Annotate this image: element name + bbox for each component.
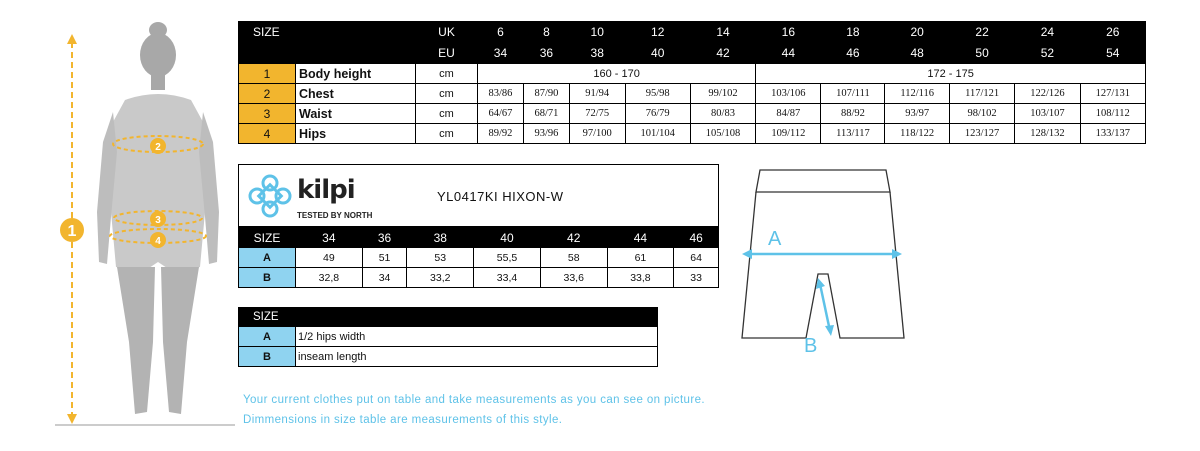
row-number: 1 (239, 64, 296, 84)
table-cell: 80/83 (690, 104, 755, 124)
body-height-row (239, 64, 1146, 84)
table-cell: 95/98 (625, 84, 690, 104)
row-unit: cm (416, 84, 478, 104)
kilpi-knot-logo-icon (247, 173, 293, 219)
table-cell: 109/112 (756, 124, 821, 144)
table-cell: 33,4 (474, 268, 541, 288)
row-number: 4 (239, 124, 296, 144)
table-cell: 64/67 (478, 104, 524, 124)
product-style-title: YL0417KI HIXON-W (437, 189, 564, 204)
table-cell: 101/104 (625, 124, 690, 144)
table-cell: 83/86 (478, 84, 524, 104)
uk-size: 16 (756, 22, 821, 43)
row-number: 3 (239, 104, 296, 124)
table-cell: 97/100 (569, 124, 625, 144)
table-cell: 128/132 (1015, 124, 1080, 144)
figure-marker-2 (150, 138, 166, 154)
garment-size-table (238, 227, 719, 288)
shorts-marker-a: A (768, 228, 782, 250)
brand-header (238, 164, 719, 227)
legend-header: SIZE (239, 308, 658, 327)
table-cell: 98/102 (949, 104, 1014, 124)
table-cell: 53 (407, 248, 474, 268)
eu-size: 38 (569, 43, 625, 64)
row-label: Body height (296, 64, 416, 84)
table-cell: 88/92 (821, 104, 885, 124)
table-cell: 34 (362, 268, 407, 288)
eu-size: 48 (885, 43, 950, 64)
figure-marker-3 (150, 211, 166, 227)
table-cell: 33 (674, 268, 719, 288)
size-col: 44 (607, 228, 674, 248)
figure-marker-1 (60, 218, 84, 242)
eu-size: 54 (1080, 43, 1145, 64)
table-cell: 103/107 (1015, 104, 1080, 124)
header-blank (239, 43, 416, 64)
size-header: SIZE (239, 22, 416, 43)
row-number: 2 (239, 84, 296, 104)
table-cell: 108/112 (1080, 104, 1145, 124)
instruction-note: Your current clothes put on table and take measurements as you can see on picture. (243, 394, 705, 406)
legend-header-row (239, 308, 658, 327)
uk-size: 6 (478, 22, 524, 43)
table-cell: 68/71 (523, 104, 569, 124)
row-unit: cm (416, 124, 478, 144)
table-cell: 113/117 (821, 124, 885, 144)
main-header-row-uk (239, 22, 1146, 43)
row-unit: cm (416, 64, 478, 84)
height-range-b: 172 - 175 (756, 64, 1146, 84)
row-label: B (239, 268, 296, 288)
uk-size: 20 (885, 22, 950, 43)
uk-size: 24 (1015, 22, 1080, 43)
uk-size: 14 (690, 22, 755, 43)
garment-row-a (239, 248, 719, 268)
dimension-note: Dimmensions in size table are measurements of this style. (243, 414, 563, 426)
eu-size: 36 (523, 43, 569, 64)
eu-size: 44 (756, 43, 821, 64)
table-cell: 105/108 (690, 124, 755, 144)
row-label: Waist (296, 104, 416, 124)
table-cell: 123/127 (949, 124, 1014, 144)
row-label: Chest (296, 84, 416, 104)
table-cell: 93/97 (885, 104, 950, 124)
table-cell: 91/94 (569, 84, 625, 104)
main-header-row-eu (239, 43, 1146, 64)
eu-size: 34 (478, 43, 524, 64)
legend-label: B (239, 347, 296, 367)
table-cell: 58 (540, 248, 607, 268)
table-cell: 118/122 (885, 124, 950, 144)
size-col: 38 (407, 228, 474, 248)
garment-row-b (239, 268, 719, 288)
table-cell: 33,6 (540, 268, 607, 288)
table-cell: 117/121 (949, 84, 1014, 104)
brand-tagline: TESTED BY NORTH (297, 211, 373, 220)
legend-label: A (239, 327, 296, 347)
table-cell: 93/96 (523, 124, 569, 144)
chest-row (239, 84, 1146, 104)
table-cell: 49 (296, 248, 363, 268)
body-measurement-figure (55, 12, 235, 432)
table-cell: 112/116 (885, 84, 950, 104)
size-col: 40 (474, 228, 541, 248)
main-size-table (238, 21, 1146, 144)
waist-row (239, 104, 1146, 124)
uk-size: 10 (569, 22, 625, 43)
size-col: 46 (674, 228, 719, 248)
table-cell: 107/111 (821, 84, 885, 104)
uk-size: 22 (949, 22, 1014, 43)
table-cell: 87/90 (523, 84, 569, 104)
size-header: SIZE (239, 228, 296, 248)
legend-row-b (239, 347, 658, 367)
eu-size: 50 (949, 43, 1014, 64)
table-cell: 33,8 (607, 268, 674, 288)
height-range-a: 160 - 170 (478, 64, 756, 84)
shorts-diagram (738, 166, 908, 356)
eu-size: 42 (690, 43, 755, 64)
garment-header-row (239, 228, 719, 248)
eu-size: 40 (625, 43, 690, 64)
row-label: A (239, 248, 296, 268)
uk-label: UK (416, 22, 478, 43)
table-cell: 32,8 (296, 268, 363, 288)
table-cell: 55,5 (474, 248, 541, 268)
table-cell: 51 (362, 248, 407, 268)
table-cell: 133/137 (1080, 124, 1145, 144)
svg-text:1: 1 (67, 223, 77, 240)
table-cell: 84/87 (756, 104, 821, 124)
uk-size: 12 (625, 22, 690, 43)
table-cell: 33,2 (407, 268, 474, 288)
legend-desc: inseam length (296, 347, 658, 367)
hips-row (239, 124, 1146, 144)
svg-text:3: 3 (155, 215, 161, 226)
svg-text:4: 4 (155, 236, 161, 247)
table-cell: 103/106 (756, 84, 821, 104)
table-cell: 122/126 (1015, 84, 1080, 104)
table-cell: 99/102 (690, 84, 755, 104)
eu-size: 46 (821, 43, 885, 64)
brand-name: kilpi (297, 175, 355, 205)
table-cell: 61 (607, 248, 674, 268)
shorts-marker-b: B (804, 335, 818, 356)
row-label: Hips (296, 124, 416, 144)
table-cell: 89/92 (478, 124, 524, 144)
row-unit: cm (416, 104, 478, 124)
table-cell: 72/75 (569, 104, 625, 124)
measurement-legend-table (238, 307, 658, 367)
size-col: 36 (362, 228, 407, 248)
eu-label: EU (416, 43, 478, 64)
uk-size: 8 (523, 22, 569, 43)
svg-text:2: 2 (155, 142, 161, 153)
legend-row-a (239, 327, 658, 347)
figure-marker-4 (150, 232, 166, 248)
table-cell: 64 (674, 248, 719, 268)
uk-size: 26 (1080, 22, 1145, 43)
uk-size: 18 (821, 22, 885, 43)
eu-size: 52 (1015, 43, 1080, 64)
legend-desc: 1/2 hips width (296, 327, 658, 347)
size-col: 42 (540, 228, 607, 248)
table-cell: 127/131 (1080, 84, 1145, 104)
table-cell: 76/79 (625, 104, 690, 124)
size-col: 34 (296, 228, 363, 248)
